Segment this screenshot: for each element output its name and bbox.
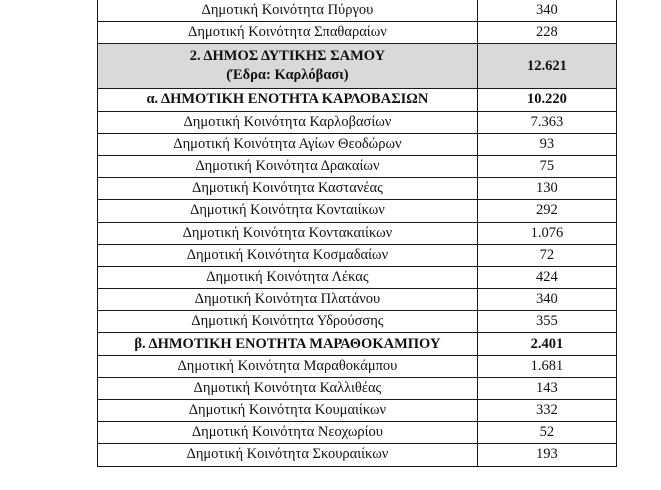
municipality-title: 2. ΔΗΜΟΣ ΔΥΤΙΚΗΣ ΣΑΜΟΥ: [189, 48, 386, 65]
unit-total: 10.220: [477, 89, 616, 111]
population-value: 292: [477, 200, 616, 222]
community-name: Δημοτική Κοινότητα Κοσμαδαίων: [98, 244, 478, 266]
unit-total: 2.401: [477, 333, 616, 355]
population-value: 93: [477, 133, 616, 155]
community-name: Δημοτική Κοινότητα Κουμαιίκων: [98, 400, 478, 422]
community-name: Δημοτική Κοινότητα Καρλοβασίων: [98, 111, 478, 133]
table-row: [98, 444, 617, 466]
municipality-seat: (Έδρα: Καρλόβασι): [226, 67, 349, 84]
table-row: [98, 22, 617, 44]
population-value: 332: [477, 400, 616, 422]
population-value: 340: [477, 289, 616, 311]
population-value: 1.076: [477, 222, 616, 244]
table-row: [98, 111, 617, 133]
population-value: 340: [477, 0, 616, 22]
unit-name: β. ΔΗΜΟΤΙΚΗ ΕΝΟΤΗΤΑ ΜΑΡΑΘΟΚΑΜΠΟΥ: [98, 333, 478, 355]
population-value: 72: [477, 244, 616, 266]
municipality-total: 12.621: [477, 44, 616, 89]
table-row: [98, 244, 617, 266]
table-row: [98, 355, 617, 377]
community-name: Δημοτική Κοινότητα Υδρούσσης: [98, 311, 478, 333]
table-row: [98, 133, 617, 155]
table-row: [98, 155, 617, 177]
community-name: Δημοτική Κοινότητα Πύργου: [98, 0, 478, 22]
community-name: Δημοτική Κοινότητα Νεοχωρίου: [98, 422, 478, 444]
municipality-row: [98, 44, 617, 89]
population-value: 1.681: [477, 355, 616, 377]
community-name: Δημοτική Κοινότητα Καστανέας: [98, 178, 478, 200]
population-value: 52: [477, 422, 616, 444]
table-row: [98, 266, 617, 288]
community-name: Δημοτική Κοινότητα Αγίων Θεοδώρων: [98, 133, 478, 155]
population-value: 424: [477, 266, 616, 288]
population-value: 143: [477, 377, 616, 399]
population-value: 228: [477, 22, 616, 44]
community-name: Δημοτική Κοινότητα Πλατάνου: [98, 289, 478, 311]
unit-row: [98, 89, 617, 111]
community-name: Δημοτική Κοινότητα Μαραθοκάμπου: [98, 355, 478, 377]
table-row: [98, 178, 617, 200]
community-name: Δημοτική Κοινότητα Σπαθαραίων: [98, 22, 478, 44]
table-row: [98, 377, 617, 399]
municipality-name: [98, 44, 478, 89]
community-name: Δημοτική Κοινότητα Κοντακαιίκων: [98, 222, 478, 244]
table-row: [98, 0, 617, 22]
population-table: [97, 0, 617, 467]
population-value: 355: [477, 311, 616, 333]
table-row: [98, 289, 617, 311]
table-row: [98, 222, 617, 244]
community-name: Δημοτική Κοινότητα Λέκας: [98, 266, 478, 288]
unit-row: [98, 333, 617, 355]
unit-name: α. ΔΗΜΟΤΙΚΗ ΕΝΟΤΗΤΑ ΚΑΡΛΟΒΑΣΙΩΝ: [98, 89, 478, 111]
population-value: 7.363: [477, 111, 616, 133]
community-name: Δημοτική Κοινότητα Σκουραιίκων: [98, 444, 478, 466]
population-value: 75: [477, 155, 616, 177]
table-row: [98, 400, 617, 422]
table-row: [98, 422, 617, 444]
table-row: [98, 200, 617, 222]
population-value: 193: [477, 444, 616, 466]
table-row: [98, 311, 617, 333]
community-name: Δημοτική Κοινότητα Κονταιίκων: [98, 200, 478, 222]
population-value: 130: [477, 178, 616, 200]
community-name: Δημοτική Κοινότητα Καλλιθέας: [98, 377, 478, 399]
community-name: Δημοτική Κοινότητα Δρακαίων: [98, 155, 478, 177]
